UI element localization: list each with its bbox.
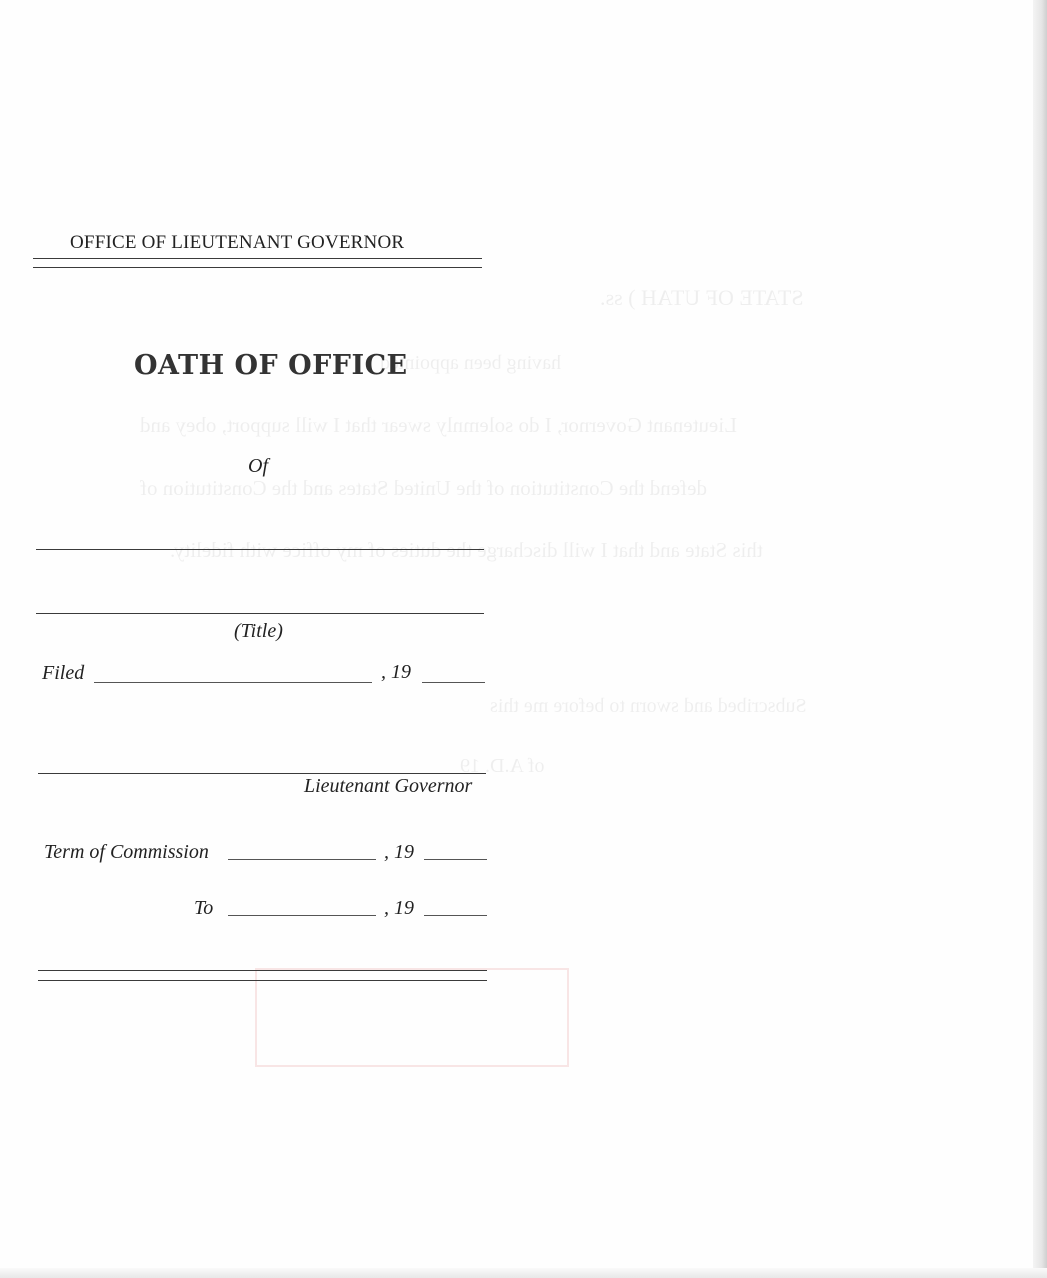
filed-date-line (94, 682, 372, 683)
term-year-prefix: , 19 (384, 841, 414, 863)
title-caption: (Title) (234, 620, 283, 642)
filed-year-prefix: , 19 (381, 661, 411, 683)
term-year-line (424, 859, 487, 860)
title-line (36, 613, 484, 614)
header-rule-top (33, 258, 482, 259)
page-edge-shadow (1033, 0, 1047, 1278)
bleed-through-text: this State and that I will discharge the duties of my office with fidelity. (170, 538, 763, 562)
lieutenant-governor-caption: Lieutenant Governor (304, 775, 473, 797)
document-title: OATH OF OFFICE (134, 350, 408, 381)
term-date-line (228, 859, 376, 860)
filed-label: Filed (42, 662, 85, 684)
page-bottom-edge (0, 1268, 1047, 1278)
footer-rule-top (38, 970, 487, 971)
name-line (36, 549, 484, 550)
signature-line (38, 773, 486, 774)
bleed-through-text: defend the Constitution of the United States and the Constitution of (140, 476, 707, 500)
of-label: Of (248, 455, 268, 477)
filed-year-line (422, 682, 485, 683)
bleed-through-text: STATE OF UTAH ) ss. (600, 285, 804, 310)
to-year-line (424, 915, 487, 916)
office-heading: OFFICE OF LIEUTENANT GOVERNOR (70, 232, 405, 253)
bleed-through-stamp (255, 968, 569, 1067)
to-label: To (194, 897, 214, 919)
header-rule-bottom (33, 267, 482, 268)
to-date-line (228, 915, 376, 916)
bleed-through-text: Lieutenant Governor, I do solemnly swear that I will support, obey and (140, 413, 737, 437)
footer-rule-bottom (38, 980, 487, 981)
term-label: Term of Commission (44, 841, 209, 863)
bleed-through-text: Subscribed and sworn to before me this (490, 695, 807, 717)
bleed-through-text: having been appointed (380, 352, 562, 374)
to-year-prefix: , 19 (384, 897, 414, 919)
bleed-through-text: of A.D. 19 (460, 755, 545, 777)
